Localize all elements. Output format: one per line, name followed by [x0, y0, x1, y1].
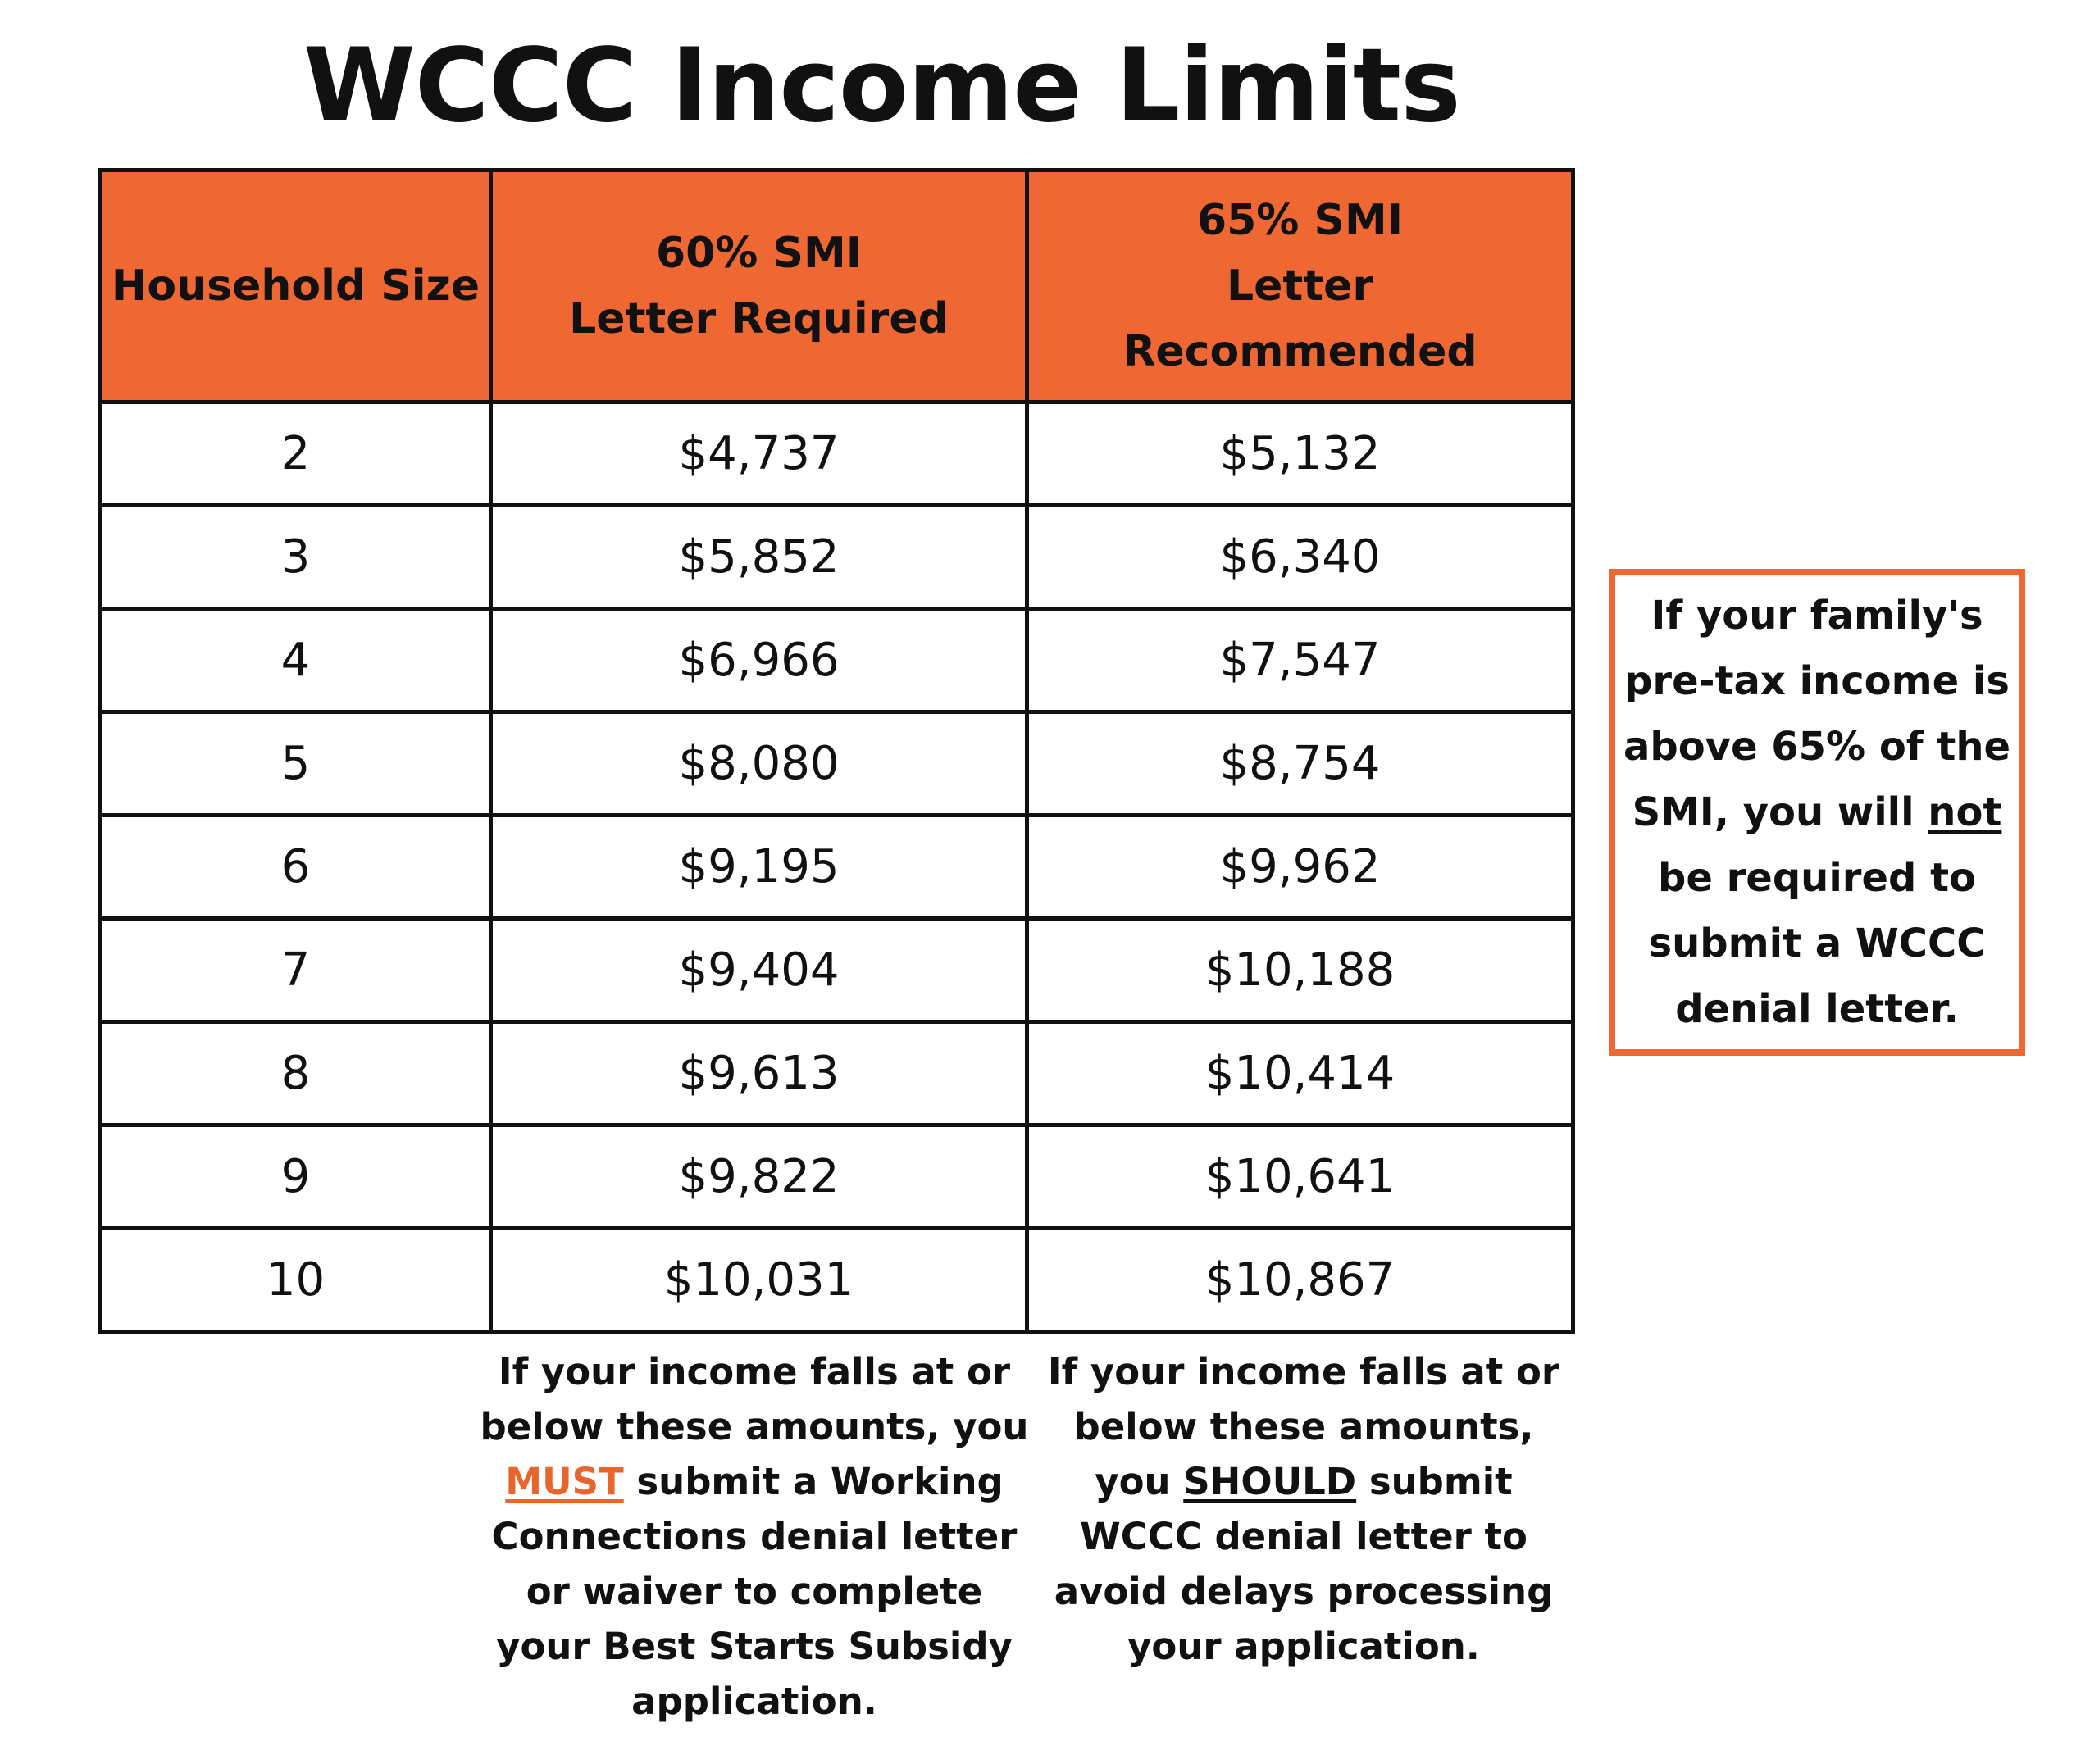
household-size-cell: 9 — [101, 1125, 491, 1229]
household-size-cell: 2 — [101, 402, 491, 506]
smi-60-cell: $9,822 — [491, 1125, 1027, 1229]
smi-65-cell: $10,188 — [1027, 919, 1573, 1022]
callout-line: denial letter. — [1675, 986, 1959, 1032]
must-emphasis: MUST — [505, 1460, 624, 1503]
table-row — [101, 1229, 1573, 1332]
callout-line — [1632, 780, 2002, 845]
note-line: If your income falls at or — [498, 1350, 1011, 1393]
smi-65-cell: $9,962 — [1027, 816, 1573, 919]
note-line: avoid delays processing — [1054, 1570, 1554, 1613]
household-size-cell: 8 — [101, 1022, 491, 1125]
header-line: Letter — [1226, 261, 1374, 311]
not-emphasis: not — [1928, 789, 2002, 835]
smi-65-cell: $7,547 — [1027, 609, 1573, 712]
note-line — [1009, 1454, 1599, 1509]
note-line — [459, 1454, 1050, 1509]
smi-65-cell: $6,340 — [1027, 506, 1573, 609]
income-limits-table — [98, 168, 1575, 1334]
note-line: your Best Starts Subsidy — [496, 1625, 1013, 1668]
callout-line: submit a WCCC — [1648, 921, 1986, 966]
table-row — [101, 712, 1573, 816]
smi-65-cell: $10,641 — [1027, 1125, 1573, 1229]
header-line: Household Size — [111, 261, 480, 311]
household-size-header — [101, 170, 491, 402]
smi-60-cell: $8,080 — [491, 712, 1027, 816]
table-row — [101, 1125, 1573, 1229]
table-row — [101, 402, 1573, 506]
above-65-callout — [1609, 569, 2025, 1056]
should-emphasis: SHOULD — [1183, 1460, 1357, 1503]
callout-line-pre: SMI, you will — [1632, 789, 1928, 835]
note-line-rest: submit a Working — [623, 1460, 1004, 1503]
note-line: below these amounts, you — [480, 1405, 1029, 1448]
table-row — [101, 506, 1573, 609]
callout-line: above 65% of the — [1623, 724, 2011, 770]
header-line: 60% SMI — [655, 229, 863, 278]
smi-65-cell: $8,754 — [1027, 712, 1573, 816]
household-size-cell: 10 — [101, 1229, 491, 1332]
smi-65-cell: $5,132 — [1027, 402, 1573, 506]
smi-60-cell: $4,737 — [491, 402, 1027, 506]
smi-60-header — [491, 170, 1027, 402]
table-row — [101, 816, 1573, 919]
callout-line: pre-tax income is — [1624, 658, 2010, 704]
smi-65-cell: $10,414 — [1027, 1022, 1573, 1125]
header-line: Letter Required — [569, 294, 949, 343]
callout-line: If your family's — [1651, 593, 1983, 639]
smi-60-cell: $5,852 — [491, 506, 1027, 609]
table-body — [101, 402, 1573, 1332]
smi-60-cell: $10,031 — [491, 1229, 1027, 1332]
header-line: 65% SMI — [1196, 196, 1404, 245]
smi-60-cell: $9,195 — [491, 816, 1027, 919]
table-row — [101, 1022, 1573, 1125]
note-line: If your income falls at or — [1047, 1350, 1560, 1393]
smi-60-cell: $6,966 — [491, 609, 1027, 712]
page-title: WCCC Income Limits — [303, 27, 1460, 145]
note-line: your application. — [1127, 1625, 1480, 1668]
smi-60-cell: $9,613 — [491, 1022, 1027, 1125]
note-65-smi — [1009, 1344, 1599, 1674]
note-line: application. — [631, 1680, 877, 1723]
household-size-cell: 5 — [101, 712, 491, 816]
smi-65-header — [1027, 170, 1573, 402]
note-line: WCCC denial letter to — [1080, 1515, 1528, 1558]
header-line: Recommended — [1122, 327, 1477, 376]
note-line: below these amounts, — [1073, 1405, 1534, 1448]
note-line-pre: you — [1095, 1460, 1184, 1503]
table-row — [101, 609, 1573, 712]
callout-line: be required to — [1657, 855, 1977, 901]
smi-65-cell: $10,867 — [1027, 1229, 1573, 1332]
table-header-row — [101, 170, 1573, 402]
note-line-rest: submit — [1356, 1460, 1513, 1503]
table-row — [101, 919, 1573, 1022]
note-line: or waiver to complete — [526, 1570, 983, 1613]
household-size-cell: 6 — [101, 816, 491, 919]
household-size-cell: 7 — [101, 919, 491, 1022]
smi-60-cell: $9,404 — [491, 919, 1027, 1022]
note-60-smi — [459, 1344, 1050, 1729]
note-line: Connections denial letter — [491, 1515, 1018, 1558]
household-size-cell: 4 — [101, 609, 491, 712]
household-size-cell: 3 — [101, 506, 491, 609]
